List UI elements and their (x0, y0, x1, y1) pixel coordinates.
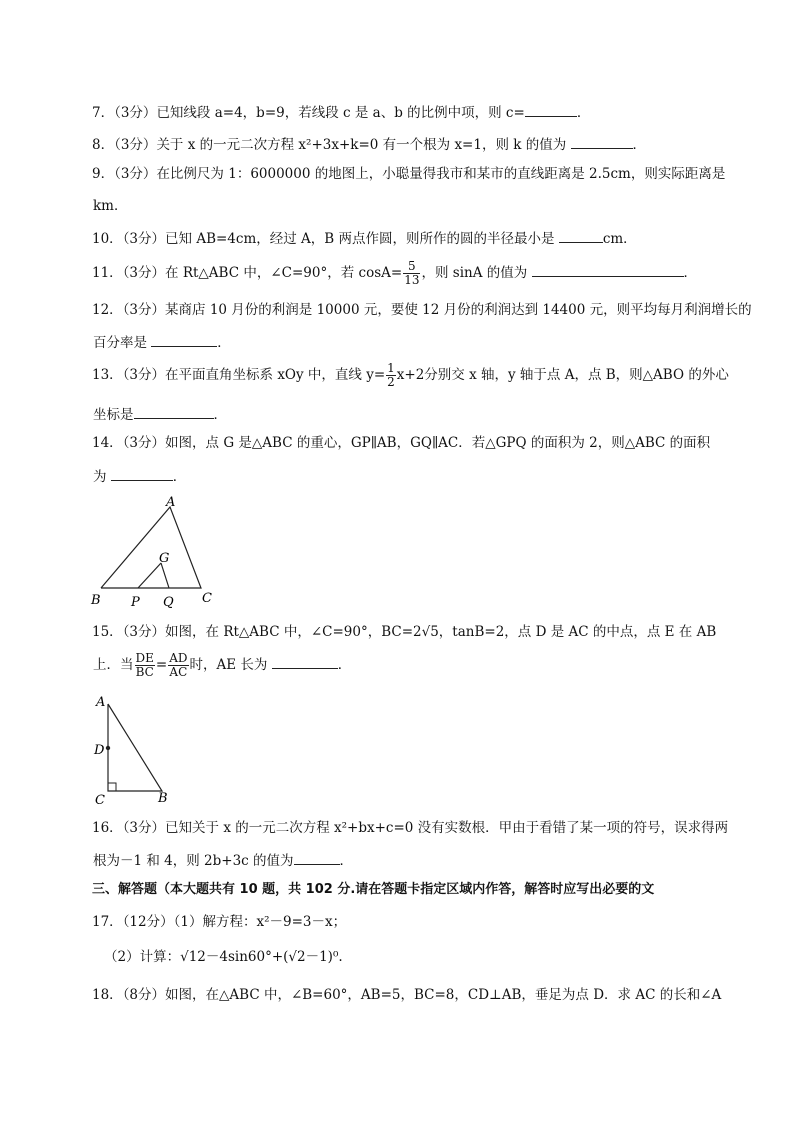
q17-number: 17． (92, 914, 123, 930)
q9-cont: km． (93, 198, 128, 214)
label-d: D (94, 743, 105, 758)
answer-blank[interactable] (559, 228, 603, 243)
fraction (386, 362, 396, 389)
q14-cont: 为 (93, 469, 107, 485)
q15-text: 如图，在 Rt△ABC 中，∠C=90°，BC=2√5，tanB=2，点 D 是 AC 的中点，点 E 在 AB (165, 624, 717, 640)
q18-text: 如图，在△ABC 中，∠B=60°，AB=5，BC=8，CD⊥AB，垂足为点 D．求 AC 的长和∠A (165, 987, 722, 1003)
q10-text: 已知 AB=4cm，经过 A，B 两点作圆，则所作的圆的半径最小是 (165, 231, 555, 247)
denominator: 2 (387, 375, 395, 389)
numerator: 1 (387, 361, 395, 375)
denominator: BC (135, 665, 154, 679)
q13-text: 在平面直角坐标系 xOy 中，直线 y= (165, 367, 386, 383)
answer-blank[interactable] (294, 850, 340, 865)
q12-end: ． (217, 335, 231, 351)
right-triangle-figure-q15 (90, 692, 180, 808)
q8-end: ． (632, 137, 647, 153)
answer-blank[interactable] (111, 466, 173, 481)
question-13-cont (93, 404, 227, 424)
q14-points: （3分） (122, 435, 166, 451)
q15-cont-post: 时，AE 长为 (189, 657, 268, 673)
q16-number: 16． (92, 820, 123, 836)
label-b: B (158, 791, 168, 806)
question-12 (92, 301, 752, 319)
q11-end: ． (683, 265, 698, 281)
q17-part1: （1）解方程：x²－9=3－x； (173, 914, 347, 930)
q7-number: 7． (92, 105, 115, 121)
question-15 (92, 623, 716, 641)
fraction (403, 260, 420, 287)
q10-unit: cm． (602, 231, 637, 247)
question-13 (92, 360, 729, 390)
label-a: A (96, 695, 106, 710)
q7-points: （3分） (114, 105, 157, 121)
triangle-figure-q14 (88, 492, 218, 610)
answer-blank[interactable] (272, 654, 338, 669)
question-12-cont (93, 332, 231, 352)
label-a: A (166, 495, 176, 510)
q12-number: 12． (92, 302, 123, 318)
q14-end: ． (172, 469, 187, 485)
question-9 (92, 165, 725, 183)
question-14 (92, 434, 710, 452)
q11-points: （3分） (122, 265, 166, 281)
q9-points: （3分） (114, 166, 157, 182)
question-16-cont (93, 850, 353, 870)
fraction-de-bc (135, 652, 155, 679)
label-b: B (91, 593, 101, 608)
q15-end: ． (337, 657, 352, 673)
q16-points: （3分） (122, 820, 166, 836)
q14-number: 14． (92, 435, 123, 451)
answer-blank[interactable] (151, 332, 217, 347)
q13-end: ． (213, 407, 227, 423)
q18-number: 18． (92, 987, 123, 1003)
label-q: Q (163, 595, 174, 610)
q15-number: 15． (92, 624, 123, 640)
q15-points: （3分） (122, 624, 166, 640)
question-14-cont (93, 466, 186, 486)
answer-blank[interactable] (134, 404, 214, 419)
denominator: AC (169, 665, 188, 679)
q11-text: 在 Rt△ABC 中，∠C=90°，若 cosA= (165, 265, 403, 281)
q13-text-2: x+2分别交 x 轴，y 轴于点 A，点 B，则△ABO 的外心 (396, 367, 729, 383)
q10-points: （3分） (122, 231, 166, 247)
question-11 (92, 258, 697, 288)
question-15-cont (93, 648, 351, 682)
q16-text: 已知关于 x 的一元二次方程 x²+bx+c=0 没有实数根．甲由于看错了某一项的符号，误求得两 (165, 820, 729, 836)
q7-end: ． (576, 105, 591, 121)
label-c: C (202, 591, 212, 606)
question-8 (92, 134, 646, 154)
q10-number: 10． (92, 231, 123, 247)
numerator: DE (135, 651, 154, 665)
label-p: P (131, 595, 140, 610)
question-17-part2 (104, 948, 343, 966)
label-c: C (95, 793, 105, 808)
q17-points: （12分） (122, 914, 174, 930)
q17-part2: （2）计算：√12－4sin60°+(√2－1)⁰. (104, 949, 343, 965)
answer-blank[interactable] (532, 262, 684, 277)
q15-cont-pre: 上．当 (93, 657, 134, 673)
q9-text: 在比例尺为 1：6000000 的地图上，小聪量得我市和某市的直线距离是 2.5cm，则实际距离是 (156, 166, 726, 182)
question-17 (92, 913, 346, 931)
q11-number: 11． (92, 265, 123, 281)
q13-points: （3分） (122, 367, 166, 383)
q13-cont: 坐标是 (93, 407, 134, 423)
q8-number: 8． (92, 137, 115, 153)
q16-cont: 根为－1 和 4，则 2b+3c 的值为 (93, 853, 294, 869)
q18-points: （8分） (122, 987, 166, 1003)
q8-text: 关于 x 的一元二次方程 x²+3x+k=0 有一个根为 x=1，则 k 的值为 (156, 137, 567, 153)
numerator: AD (169, 651, 188, 665)
q7-text: 已知线段 a=4，b=9，若线段 c 是 a、b 的比例中项，则 c= (156, 105, 525, 121)
question-10 (92, 228, 637, 248)
equals-sign: = (155, 657, 168, 673)
q9-number: 9． (92, 166, 115, 182)
section-heading: 三、解答题（本大题共有 10 题，共 102 分.请在答题卡指定区域内作答，解答时应写出必要的文 (92, 882, 655, 897)
question-18 (92, 986, 721, 1004)
q8-points: （3分） (114, 137, 157, 153)
q16-end: ． (339, 853, 354, 869)
q12-points: （3分） (122, 302, 166, 318)
q12-text: 某商店 10 月份的利润是 10000 元，要使 12 月份的利润达到 14400 元，则平均每月利润增长的 (165, 302, 752, 318)
question-7 (92, 102, 590, 122)
answer-blank[interactable] (525, 102, 577, 117)
denominator: 13 (404, 273, 420, 287)
label-g: G (159, 551, 170, 566)
numerator: 5 (403, 260, 420, 274)
q11-text-2: ，则 sinA 的值为 (421, 265, 528, 281)
q14-text: 如图，点 G 是△ABC 的重心，GP∥AB，GQ∥AC．若△GPQ 的面积为 2，则△ABC 的面积 (165, 435, 711, 451)
question-9-cont (93, 197, 127, 215)
question-16 (92, 819, 728, 837)
fraction-ad-ac (168, 652, 188, 679)
q12-cont: 百分率是 (93, 335, 147, 351)
answer-blank[interactable] (571, 134, 633, 149)
q13-number: 13． (92, 367, 123, 383)
